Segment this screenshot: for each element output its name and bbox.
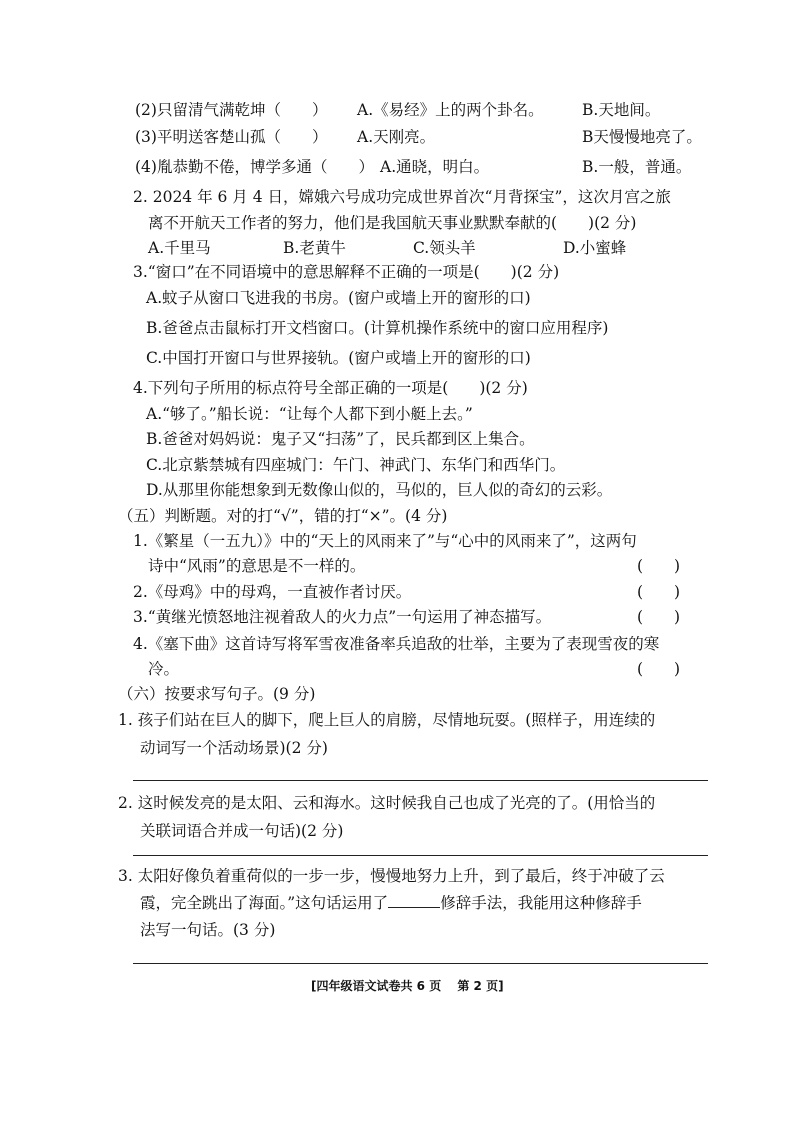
section5-title: （五）判断题。对的打“√”，错的打“×”。(4 分)	[118, 507, 448, 525]
sec6-q2-line1: 2. 这时候发亮的是太阳、云和海水。这时候我自己也成了光亮的了。(用恰当的	[118, 794, 656, 812]
sec5-q1-answer-paren[interactable]: ( )	[637, 557, 681, 575]
q1-sub4-stem: (4)胤恭勤不倦，博学多通（ ）	[135, 158, 374, 176]
q1-sub3-stem: (3)平明送客楚山孤（ ）	[135, 128, 328, 146]
q3-stem: 3.“窗口”在不同语境中的意思解释不正确的一项是( )(2 分)	[133, 263, 560, 281]
q4-stem: 4.下列句子所用的标点符号全部正确的一项是( )(2 分)	[133, 379, 528, 397]
q4-option-b: B.爸爸对妈妈说：鬼子又“扫荡”了，民兵都到区上集合。	[146, 430, 535, 448]
q1-sub3-option-a: A.天刚亮。	[357, 128, 436, 146]
q4-option-d: D.从那里你能想象到无数像山似的，马似的，巨人似的奇幻的云彩。	[146, 481, 613, 499]
sec6-q3-line3: 法写一句话。(3 分)	[140, 921, 276, 939]
q1-sub4-option-a: A.通晓，明白。	[380, 158, 490, 176]
sec5-q4-line2: 冷。	[148, 660, 180, 678]
sec6-q3-line2-end: 修辞手法，我能用这种修辞手	[440, 894, 642, 912]
q3-option-b: B.爸爸点击鼠标打开文档窗口。(计算机操作系统中的窗口应用程序)	[146, 319, 609, 337]
sec6-q2-line2: 关联词语合并成一句话)(2 分)	[140, 822, 344, 840]
q1-sub2-stem: (2)只留清气满乾坤（ ）	[135, 101, 328, 119]
sec6-q3-line2	[140, 893, 642, 913]
sec6-q3-line1: 3. 太阳好像负着重荷似的一步一步，慢慢地努力上升，到了最后，终于冲破了云	[118, 867, 665, 885]
sec6-q3-line2-start: 霞，完全跳出了海面。”这句话运用了	[140, 894, 389, 912]
sec6-q1-answer-line[interactable]	[133, 780, 708, 781]
sec5-q4-line1: 4.《塞下曲》这首诗写将军雪夜准备率兵追敌的壮举，主要为了表现雪夜的寒	[133, 635, 660, 653]
q3-option-a: A.蚊子从窗口飞进我的书房。(窗户或墙上开的窗形的口)	[146, 289, 531, 307]
sec6-q1-line1: 1. 孩子们站在巨人的脚下，爬上巨人的肩膀，尽情地玩耍。(照样子，用连续的	[118, 711, 656, 729]
sec5-q1-line2: 诗中“风雨”的意思是不一样的。	[148, 557, 366, 575]
sec5-q4-answer-paren[interactable]: ( )	[637, 660, 681, 678]
q2-option-a: A.千里马	[148, 239, 211, 257]
sec5-q2: 2.《母鸡》中的母鸡，一直被作者讨厌。	[133, 583, 412, 601]
q1-sub4-option-b: B.一般，普通。	[582, 158, 692, 176]
q2-option-b: B.老黄牛	[283, 239, 346, 257]
q2-stem-line1: 2. 2024 年 6 月 4 日，嫦娥六号成功完成世界首次“月背探宝”，这次月宫之旅	[133, 188, 671, 206]
sec6-q1-line2: 动词写一个活动场景)(2 分)	[140, 739, 328, 757]
sec5-q2-answer-paren[interactable]: ( )	[637, 583, 681, 601]
sec5-q3: 3.“黄继光愤怒地注视着敌人的火力点”一句运用了神态描写。	[133, 608, 552, 626]
q1-sub2-option-b: B.天地间。	[582, 101, 661, 119]
q2-stem-line2: 离不开航天工作者的努力，他们是我国航天事业默默奉献的( )(2 分)	[148, 214, 637, 232]
q1-sub3-option-b: B天慢慢地亮了。	[582, 128, 702, 146]
q3-option-c: C.中国打开窗口与世界接轨。(窗户或墙上开的窗形的口)	[146, 349, 531, 367]
section6-title: （六）按要求写句子。(9 分)	[118, 685, 316, 703]
sec6-q2-answer-line[interactable]	[133, 855, 708, 856]
q4-option-a: A.“够了。”船长说：“让每个人都下到小艇上去。”	[146, 405, 473, 423]
sec5-q1-line1: 1.《繁星（一五九）》中的“天上的风雨来了”与“心中的风雨来了”，这两句	[133, 532, 637, 550]
sec6-q3-fill-blank[interactable]	[388, 893, 440, 908]
q2-option-c: C.领头羊	[413, 239, 476, 257]
page-footer: [四年级语文试卷共 6 页 第 2 页]	[311, 979, 504, 993]
sec5-q3-answer-paren[interactable]: ( )	[637, 608, 681, 626]
q4-option-c: C.北京紫禁城有四座城门：午门、神武门、东华门和西华门。	[146, 456, 566, 474]
q2-option-d: D.小蜜蜂	[563, 239, 627, 257]
sec6-q3-answer-line[interactable]	[133, 963, 708, 964]
q1-sub2-option-a: A.《易经》上的两个卦名。	[357, 101, 544, 119]
